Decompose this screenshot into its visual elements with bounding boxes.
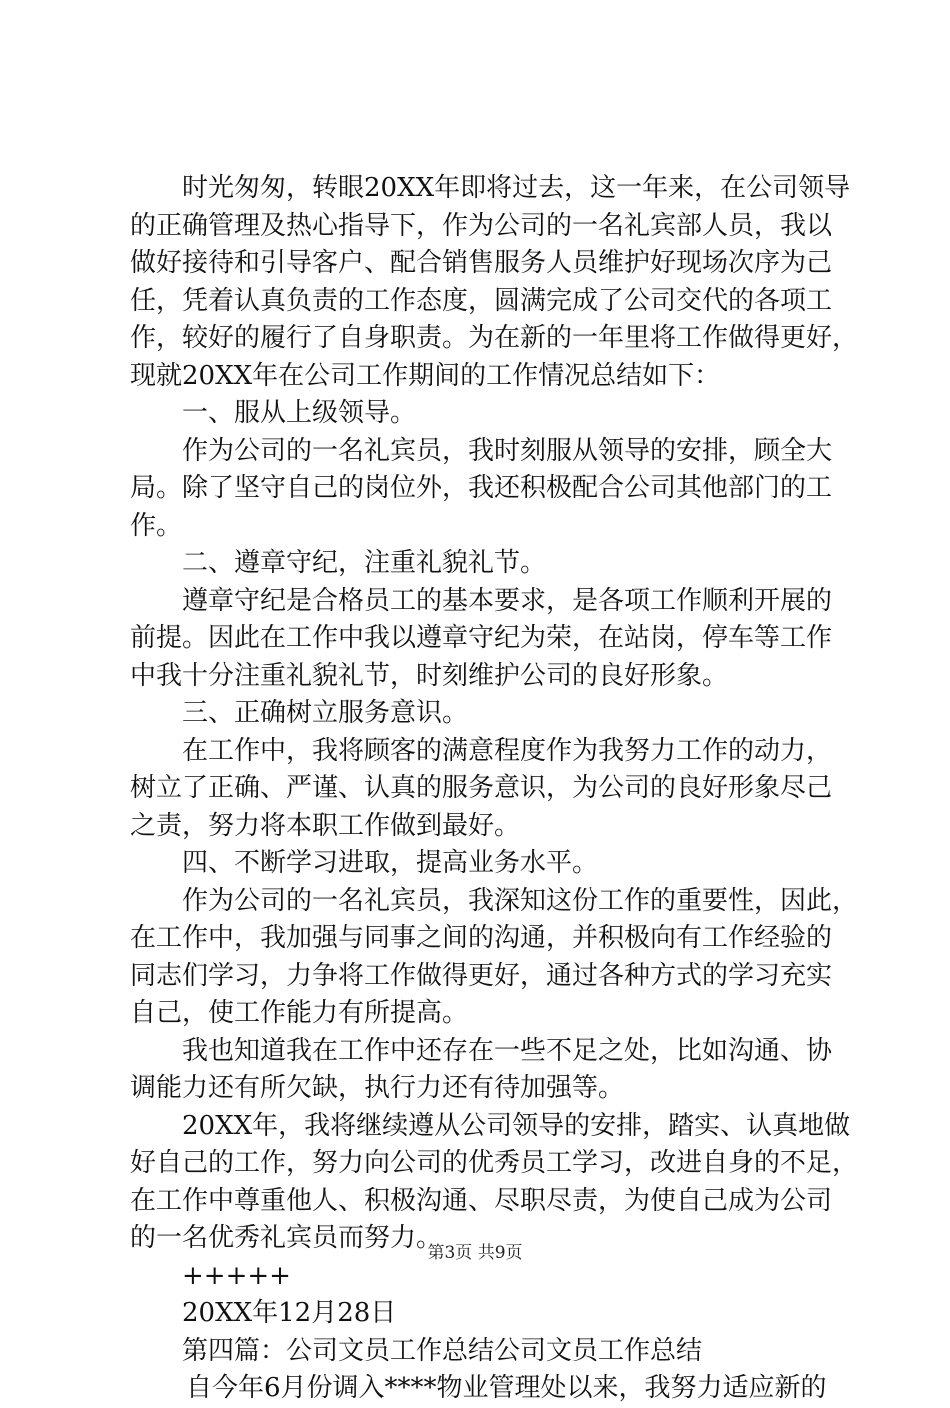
text-line: 前提。因此在工作中我以遵章守纪为荣，在站岗，停车等工作 [130,623,833,653]
text-line: 局。除了坚守自己的岗位外，我还积极配合公司其他部门的工 [130,473,833,503]
text-line: 做好接待和引导客户、配合销售服务人员维护好现场次序为己 [130,248,833,278]
text-line: 在工作中，我加强与同事之间的沟通，并积极向有工作经验的 [130,923,833,953]
document-body [130,170,859,1408]
section-heading: 一、服从上级领导。 [182,398,417,428]
text-line: 作，较好的履行了自身职责。为在新的一年里将工作做得更好， [130,323,859,353]
section-heading: 四、不断学习进取，提高业务水平。 [182,848,599,878]
text-line: 中我十分注重礼貌礼节，时刻维护公司的良好形象。 [130,660,729,691]
text-line: 自今年6月份调入****物业管理处以来，我努力适应新的 [186,1373,827,1403]
text-line: 20XX年，我将继续遵从公司领导的安排，踏实、认真地做 [182,1110,851,1141]
text-line: 同志们学习，力争将工作做得更好，通过各种方式的学习充实 [130,960,833,991]
text-line: 之责，努力将本职工作做到最好。 [130,810,521,841]
text-line: 遵章守纪是合格员工的基本要求，是各项工作顺利开展的 [182,585,833,616]
chapter-heading: 第四篇：公司文员工作总结公司文员工作总结 [182,1335,703,1366]
text-line: 现就20XX年在公司工作期间的工作情况总结如下： [130,360,721,391]
page-footer: 第3页 共9页 [427,1243,523,1263]
section-heading: 三、正确树立服务意识。 [182,698,469,728]
text-line: 的一名优秀礼宾员而努力。 [130,1223,443,1253]
text-line: 我也知道我在工作中还存在一些不足之处，比如沟通、协 [182,1035,833,1066]
text-line: 作为公司的一名礼宾员，我深知这份工作的重要性，因此， [182,885,859,916]
text-line: 作为公司的一名礼宾员，我时刻服从领导的安排，顾全大 [182,435,833,466]
text-line: 时光匆匆，转眼20XX年即将过去，这一年来，在公司领导 [182,173,851,203]
text-line: 好自己的工作，努力向公司的优秀员工学习，改进自身的不足， [130,1148,859,1178]
separator-text: +++++ [182,1260,291,1291]
text-line: 在工作中尊重他人、积极沟通、尽职尽责，为使自己成为公司 [130,1185,833,1216]
date-line: 20XX年12月28日 [182,1298,397,1328]
text-line: 树立了正确、严谨、认真的服务意识，为公司的良好形象尽己 [130,773,833,803]
text-line: 自己，使工作能力有所提高。 [130,998,469,1028]
text-line: 的正确管理及热心指导下，作为公司的一名礼宾部人员，我以 [130,210,833,241]
text-line: 作。 [130,510,183,541]
text-line: 调能力还有所欠缺，执行力还有待加强等。 [130,1073,625,1103]
text-line: 任，凭着认真负责的工作态度，圆满完成了公司交代的各项工 [130,285,833,316]
text-line: 在工作中，我将顾客的满意程度作为我努力工作的动力， [182,735,833,766]
section-heading: 二、遵章守纪，注重礼貌礼节。 [182,548,547,578]
